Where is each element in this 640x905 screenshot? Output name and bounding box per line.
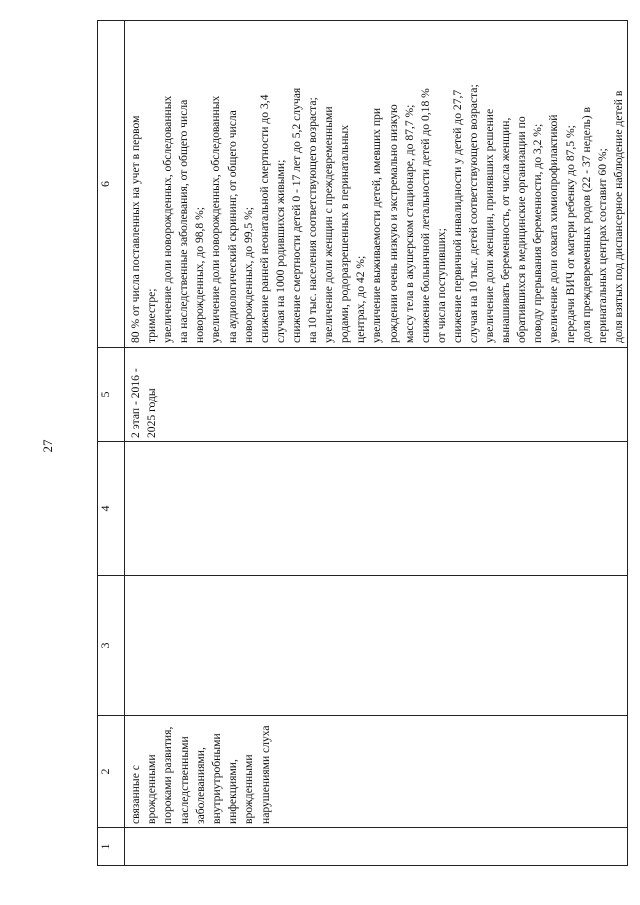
cell-line: 2025 годы [145, 388, 159, 438]
cell-line: на наследственные заболевания, от общего числа [177, 99, 191, 343]
cell-line: на 10 тыс. населения соответствующего возраста; [306, 97, 320, 343]
cell-line: увеличение доли женщин с преждевременными [322, 106, 336, 343]
cell-line: массу тела в акушерском стационаре, до 87,7 %; [402, 104, 416, 343]
cell-line: перинатальных центрах составит 60 %; [595, 148, 609, 343]
cell-line: увеличение доли новорожденных, обследованных [209, 95, 223, 343]
cell-line: наследственными [177, 736, 191, 824]
table-header-row [98, 21, 125, 866]
cell-line: центрах, до 42 %; [354, 255, 368, 343]
cell-line: снижение смертности детей 0 - 17 лет до 5,2 случая [289, 87, 303, 343]
header-col-1: 1 [98, 828, 125, 866]
cell-col-3 [125, 576, 628, 716]
cell-line: связанные с [129, 765, 142, 824]
cell-col-6 [125, 21, 628, 348]
cell-line: передачи ВИЧ от матери ребенку до 87,5 %; [563, 125, 577, 343]
cell-line: нарушениями слуха [258, 725, 272, 824]
header-col-5: 5 [98, 348, 125, 442]
program-table [97, 20, 628, 866]
page-number: 27 [40, 439, 55, 453]
cell-line: снижение ранней неонатальной смертности до 3,4 [257, 94, 271, 343]
cell-line: обратившихся в медицинские организации по [515, 116, 529, 343]
cell-line: доля преждевременных родов (22 - 37 недель) в [579, 106, 593, 343]
cell-line: заболеваниями, [193, 747, 207, 824]
table-row [125, 21, 628, 866]
cell-col-2 [125, 716, 628, 828]
cell-col-1 [125, 828, 628, 866]
cell-line: рождении очень низкую и экстремально низкую [386, 104, 400, 343]
cell-col-4 [125, 442, 628, 576]
header-col-6: 6 [98, 21, 125, 348]
cell-line: триместре; [145, 288, 159, 343]
cell-line: 2 этап - 2016 - [129, 368, 142, 438]
header-col-2: 2 [98, 716, 125, 828]
cell-line: увеличение выживаемости детей, имевших при [370, 107, 384, 343]
cell-line: поводу прерывания беременности, до 3,2 %; [531, 123, 545, 343]
cell-line: снижение больничной летальности детей до 0,18 % [418, 88, 432, 343]
cell-line: вынашивать беременность, от числа женщин, [499, 117, 513, 343]
cell-line: от числа поступивших; [434, 228, 448, 343]
header-col-3: 3 [98, 576, 125, 716]
cell-line: увеличение доли женщин, принявших решение [483, 108, 497, 343]
cell-line: 80 % от числа поставленных на учет в первом [129, 115, 142, 343]
cell-line: инфекциями, [226, 759, 240, 824]
cell-line: на аудиологический скрининг, от общего числа [225, 110, 239, 343]
cell-line: доля взятых под диспансерное наблюдение детей в [611, 90, 625, 343]
cell-line: внутриутробными [210, 733, 224, 824]
cell-line: увеличение доли новорожденных, обследованных [161, 95, 175, 343]
cell-line: родами, родоразрешенных в перинатальных [338, 124, 352, 343]
table-rotated-container [97, 21, 625, 866]
cell-line: пороками развития, [161, 726, 175, 824]
cell-col-5 [125, 348, 628, 442]
cell-line: новорожденных, до 99,5 %; [241, 206, 255, 343]
header-col-4: 4 [98, 442, 125, 576]
cell-line: врожденными [145, 754, 159, 824]
cell-line: новорожденных, до 98,8 %; [193, 206, 207, 343]
cell-line: увеличение доли охвата химиопрофилактикой [547, 114, 561, 343]
cell-line: врожденными [242, 754, 256, 824]
cell-line: случая на 10 тыс. детей соответствующего возраста; [466, 84, 480, 343]
cell-line: случая на 1000 родившихся живыми; [273, 159, 287, 343]
cell-line: снижение первичной инвалидности у детей до 27,7 [450, 89, 464, 343]
